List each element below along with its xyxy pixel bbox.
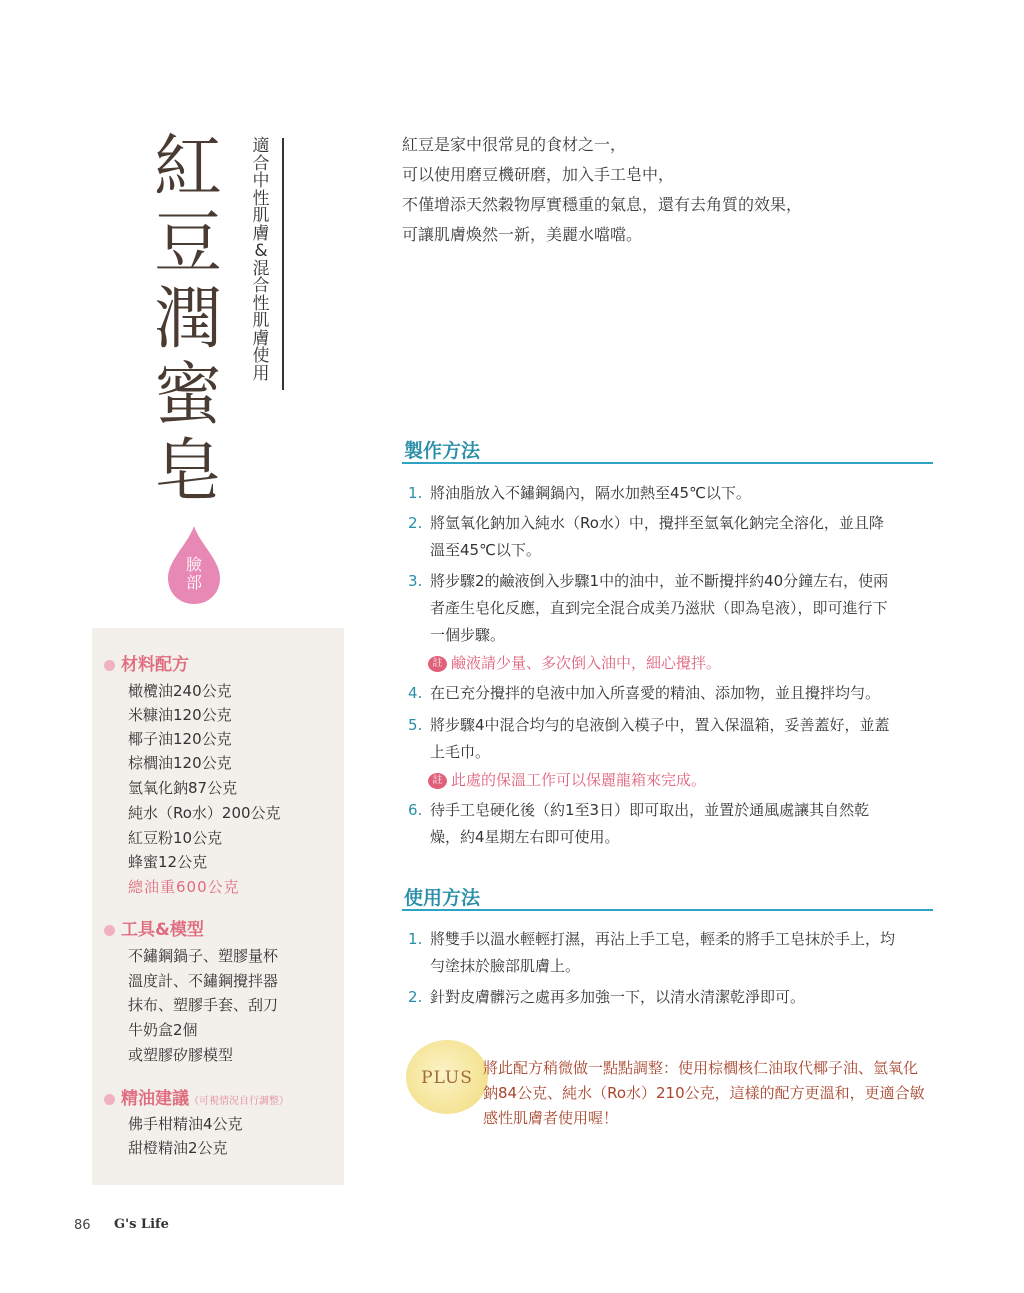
oils-heading bbox=[104, 1084, 289, 1109]
step-text: 上毛巾。 bbox=[430, 743, 491, 761]
plus-line: 將此配方稍微做一點點調整：使用棕櫚核仁油取代椰子油、氫氧化 bbox=[483, 1059, 919, 1077]
step-text: 將氫氧化鈉加入純水（Ro水）中，攪拌至氫氧化鈉完全溶化，並且降 bbox=[430, 514, 884, 532]
bullet-icon bbox=[104, 660, 115, 671]
step-text: 將雙手以溫水輕輕打濕，再沾上手工皂，輕柔的將手工皂抹於手上，均 bbox=[430, 930, 896, 948]
usage-step-2 bbox=[408, 984, 805, 1011]
step-text: 一個步驟。 bbox=[430, 626, 506, 644]
intro-line: 不僅增添天然穀物厚實穩重的氣息，還有去角質的效果， bbox=[402, 195, 803, 214]
oils-note: （可視情況自行調整） bbox=[189, 1096, 289, 1107]
subtitle-char: 性 bbox=[252, 293, 270, 314]
making-heading: 製作方法 bbox=[404, 440, 481, 462]
brand-logo: G's Life bbox=[114, 1217, 169, 1232]
material-item: 純水（Ro水）200公克 bbox=[128, 804, 281, 822]
page-number: 86 bbox=[74, 1218, 91, 1233]
plus-text bbox=[483, 1056, 933, 1131]
tag-char: 部 bbox=[185, 573, 202, 592]
note-text: 鹼液請少量、多次倒入油中，細心攪拌。 bbox=[451, 654, 722, 672]
subtitle-char: 膚 bbox=[252, 328, 270, 349]
note-badge: 註 bbox=[428, 773, 447, 789]
bullet-icon bbox=[104, 925, 115, 936]
step-5 bbox=[408, 712, 890, 739]
usage-steps bbox=[408, 926, 938, 1016]
title-char: 潤 bbox=[153, 280, 222, 359]
making-steps bbox=[408, 480, 938, 860]
tool-item: 牛奶盒2個 bbox=[128, 1021, 198, 1039]
material-item: 米糠油120公克 bbox=[128, 706, 232, 724]
step-3 bbox=[408, 568, 888, 595]
oils-heading-text: 精油建議 bbox=[121, 1089, 189, 1109]
materials-total: 總油重600公克 bbox=[128, 878, 240, 896]
title-char: 皂 bbox=[153, 432, 222, 511]
tool-item: 抹布、塑膠手套、刮刀 bbox=[128, 996, 279, 1014]
subtitle-divider bbox=[282, 138, 284, 390]
tag-char: 臉 bbox=[185, 555, 202, 574]
step-number: 6. bbox=[408, 801, 423, 819]
material-item: 氫氧化鈉87公克 bbox=[128, 779, 238, 797]
title-char: 豆 bbox=[153, 204, 222, 283]
materials-heading bbox=[104, 650, 189, 675]
tool-item: 溫度計、不鏽鋼攪拌器 bbox=[128, 972, 279, 990]
materials-panel bbox=[92, 628, 344, 1185]
subtitle-char: 使 bbox=[252, 346, 270, 366]
step-number: 3. bbox=[408, 572, 423, 590]
usage-step-1 bbox=[408, 926, 895, 953]
usage-heading: 使用方法 bbox=[404, 887, 481, 909]
step-number: 1. bbox=[408, 484, 423, 502]
intro-line: 可讓肌膚煥然一新，美麗水噹噹。 bbox=[402, 225, 643, 244]
step-text: 燥，約4星期左右即可使用。 bbox=[430, 828, 620, 846]
tools-heading-text: 工具&模型 bbox=[121, 920, 204, 940]
intro-paragraph bbox=[402, 130, 942, 250]
material-item: 棕櫚油120公克 bbox=[128, 754, 232, 772]
subtitle-char: 性 bbox=[252, 188, 270, 209]
step-number: 5. bbox=[408, 716, 423, 734]
face-tag bbox=[164, 556, 224, 592]
step-text: 將油脂放入不鏽鋼鍋內，隔水加熱至45℃以下。 bbox=[430, 484, 751, 502]
subtitle-char: 適 bbox=[252, 136, 270, 156]
material-item: 椰子油120公克 bbox=[128, 730, 232, 748]
subtitle-char: 混 bbox=[252, 258, 270, 279]
intro-line: 紅豆是家中很常見的食材之一， bbox=[402, 135, 627, 154]
plus-label: PLUS bbox=[421, 1068, 473, 1088]
step-number: 2. bbox=[408, 988, 423, 1006]
plus-line: 鈉84公克、純水（Ro水）210公克，這樣的配方更溫和，更適合敏 bbox=[483, 1084, 925, 1102]
step-text: 針對皮膚髒污之處再多加強一下，以清水清潔乾淨即可。 bbox=[430, 988, 806, 1006]
step-number: 1. bbox=[408, 930, 423, 948]
page-title bbox=[148, 130, 228, 510]
material-item: 紅豆粉10公克 bbox=[128, 829, 223, 847]
step-text: 待手工皂硬化後（約1至3日）即可取出，並置於通風處讓其自然乾 bbox=[430, 801, 870, 819]
title-char: 蜜 bbox=[153, 356, 222, 435]
subtitle-char: 膚 bbox=[252, 223, 270, 244]
note-badge: 註 bbox=[428, 656, 447, 672]
tool-item: 或塑膠矽膠模型 bbox=[128, 1046, 234, 1064]
subtitle-char: & bbox=[254, 241, 268, 261]
step-6 bbox=[408, 797, 869, 824]
step-text: 將步驟4中混合均勻的皂液倒入模子中，置入保溫箱，妥善蓋好，並蓋 bbox=[430, 716, 890, 734]
step-text: 者產生皂化反應，直到完全混合成美乃滋狀（即為皂液），即可進行下 bbox=[430, 599, 888, 617]
step-5-note bbox=[428, 767, 706, 794]
subtitle-char: 中 bbox=[252, 171, 270, 191]
subtitle-char: 合 bbox=[252, 276, 270, 296]
tools-heading bbox=[104, 915, 204, 940]
step-2 bbox=[408, 510, 884, 537]
step-text: 在已充分攪拌的皂液中加入所喜愛的精油、添加物，並且攪拌均勻。 bbox=[430, 684, 881, 702]
material-item: 橄欖油240公克 bbox=[128, 682, 232, 700]
subtitle-char: 用 bbox=[252, 363, 270, 384]
step-number: 4. bbox=[408, 684, 423, 702]
materials-heading-text: 材料配方 bbox=[121, 655, 189, 675]
subtitle-char: 肌 bbox=[252, 311, 270, 331]
step-number: 2. bbox=[408, 514, 423, 532]
intro-line: 可以使用磨豆機研磨，加入手工皂中， bbox=[402, 165, 675, 184]
step-text: 溫至45℃以下。 bbox=[430, 541, 541, 559]
subtitle-char: 合 bbox=[252, 153, 270, 174]
oil-item: 甜橙精油2公克 bbox=[128, 1139, 228, 1157]
subtitle bbox=[248, 138, 274, 383]
tool-item: 不鏽鋼鍋子、塑膠量杯 bbox=[128, 947, 279, 965]
subtitle-char: 肌 bbox=[252, 206, 270, 226]
oil-item: 佛手柑精油4公克 bbox=[128, 1115, 243, 1133]
title-char: 紅 bbox=[153, 128, 222, 207]
step-3-note bbox=[428, 650, 721, 677]
bullet-icon bbox=[104, 1094, 115, 1105]
step-text: 將步驟2的鹼液倒入步驟1中的油中，並不斷攪拌約40分鐘左右，使兩 bbox=[430, 572, 889, 590]
material-item: 蜂蜜12公克 bbox=[128, 853, 208, 871]
making-rule bbox=[402, 462, 933, 464]
step-1 bbox=[408, 480, 751, 507]
step-text: 勻塗抹於臉部肌膚上。 bbox=[430, 957, 581, 975]
step-4 bbox=[408, 680, 880, 707]
usage-rule bbox=[402, 909, 933, 911]
plus-line: 感性肌膚者使用喔！ bbox=[483, 1109, 619, 1127]
note-text: 此處的保溫工作可以保麗龍箱來完成。 bbox=[451, 771, 707, 789]
